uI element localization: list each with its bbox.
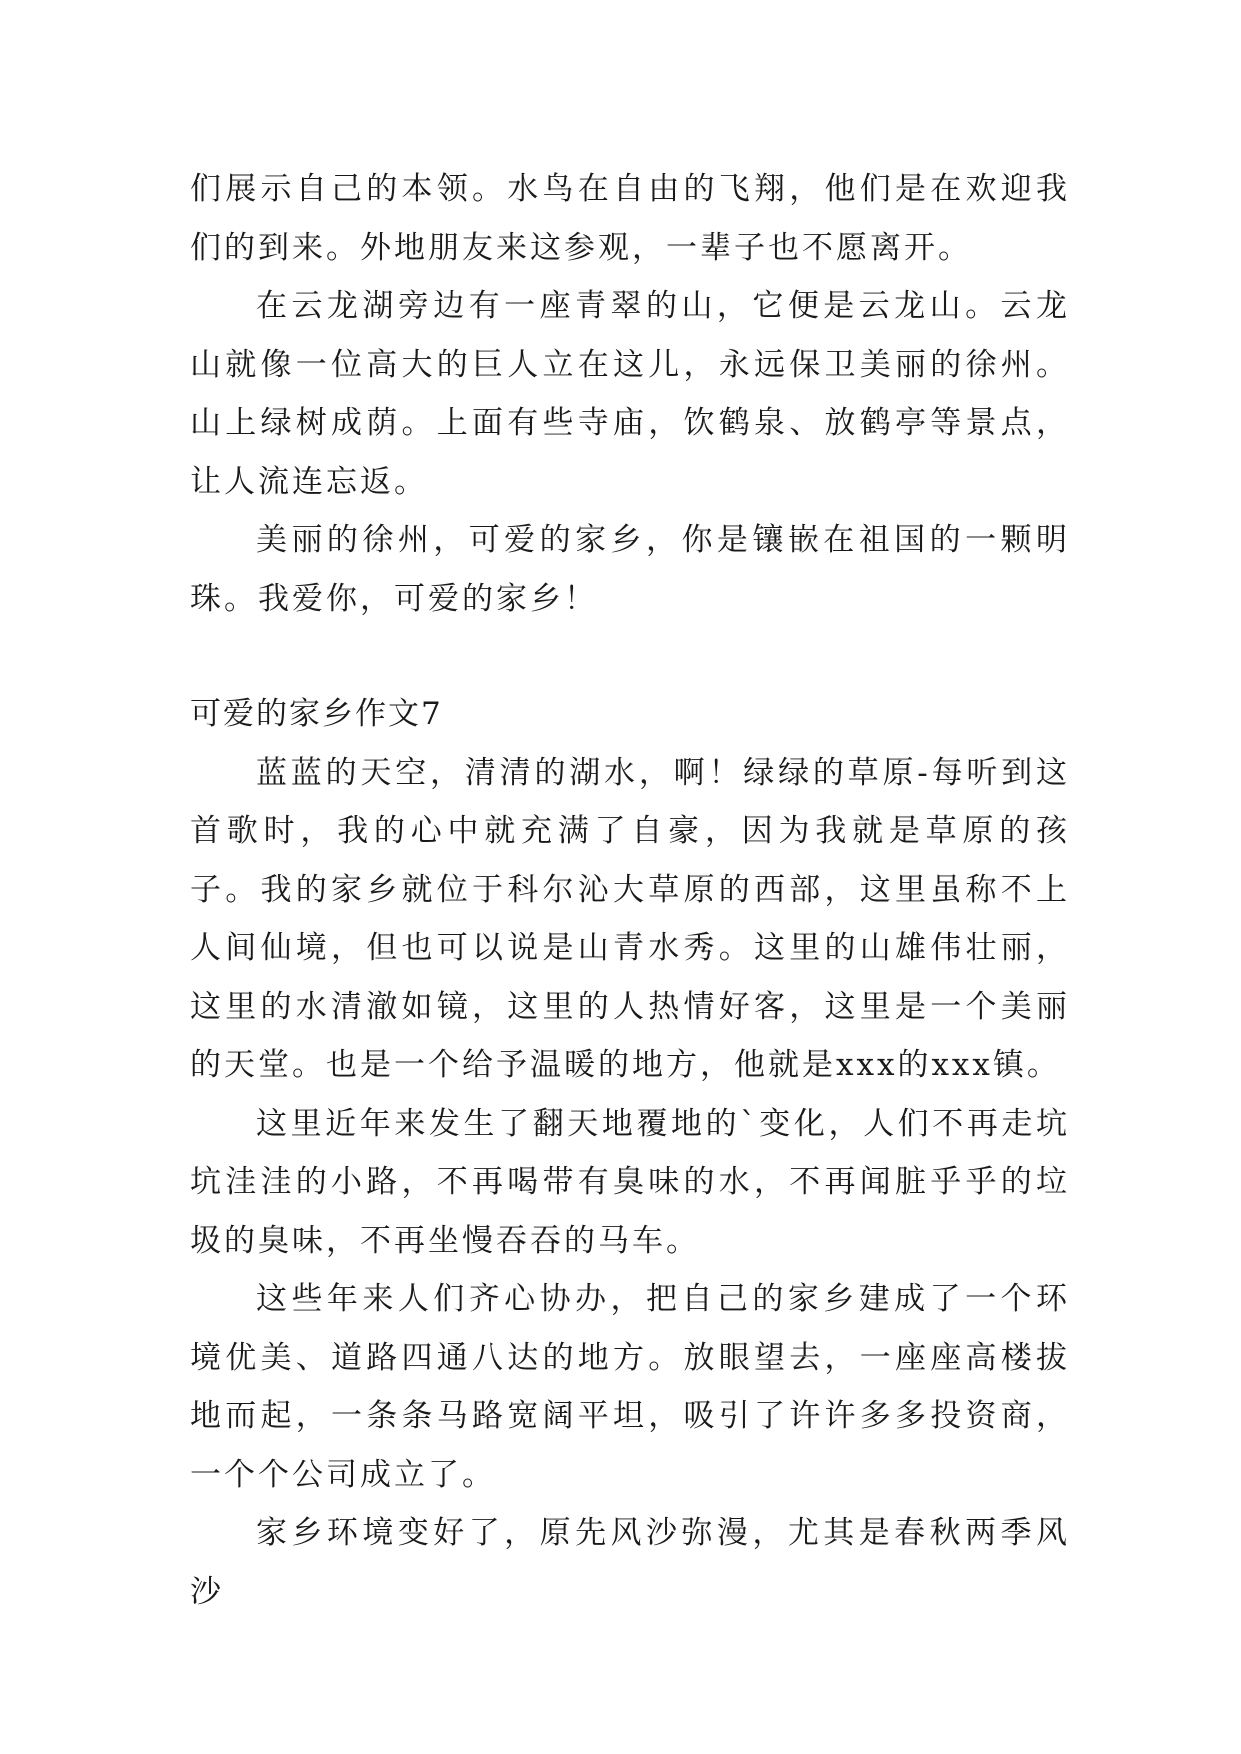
paragraph: 家乡环境变好了，原先风沙弥漫，尤其是春秋两季风沙 [190, 1515, 1070, 1610]
paragraph: 蓝蓝的天空，清清的湖水，啊！绿绿的草原-每听到这首歌时，我的心中就充满了自豪，因为我就是草原的孩子。我的家乡就位于科尔沁大草原的西部，这里虽称不上人间仙境，但也可以说是山青水秀。这里的山雄伟壮丽，这里的水清澈如镜，这里的人热情好客，这里是一个美丽的天堂。也是一个给予温暖的地方，他就是xxx的xxx镇。 [190, 754, 1070, 1083]
paragraph: 在云龙湖旁边有一座青翠的山，它便是云龙山。云龙山就像一位高大的巨人立在这儿，永远保卫美丽的徐州。山上绿树成荫。上面有些寺庙，饮鹤泉、放鹤亭等景点，让人流连忘返。 [190, 288, 1070, 500]
paragraph: 美丽的徐州，可爱的家乡，你是镶嵌在祖国的一颗明珠。我爱你，可爱的家乡！ [190, 522, 1070, 617]
document-body [190, 160, 1070, 1621]
paragraph: 这里近年来发生了翻天地覆地的`变化，人们不再走坑坑洼洼的小路，不再喝带有臭味的水，不再闻脏乎乎的垃圾的臭味，不再坐慢吞吞的马车。 [190, 1105, 1070, 1259]
section-heading: 可爱的家乡作文7 [190, 696, 443, 732]
paragraph: 这些年来人们齐心协办，把自己的家乡建成了一个环境优美、道路四通八达的地方。放眼望去，一座座高楼拔地而起，一条条马路宽阔平坦，吸引了许许多多投资商，一个个公司成立了。 [190, 1281, 1070, 1493]
paragraph: 们展示自己的本领。水鸟在自由的飞翔，他们是在欢迎我们的到来。外地朋友来这参观，一辈子也不愿离开。 [190, 171, 1070, 266]
